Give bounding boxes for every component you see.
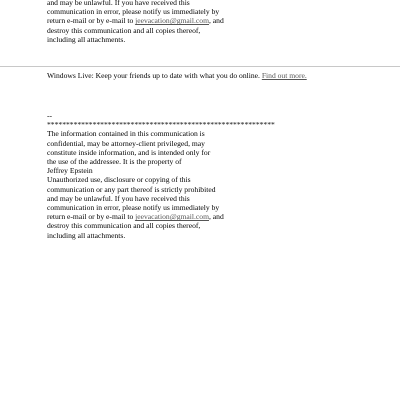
windows-live-promo — [47, 71, 307, 80]
disclaimer-line: return e-mail or by e-mail to — [47, 212, 136, 222]
disclaimer-line: communication in error, please notify us immediately by — [47, 7, 220, 17]
disclaimer-line: the use of the addressee. It is the property of — [47, 157, 182, 167]
signature-disclaimer — [47, 111, 275, 240]
signature-stars: ************************************************************ — [47, 120, 275, 130]
disclaimer-line: communication or any part thereof is strictly prohibited — [47, 184, 216, 194]
disclaimer-line: and may be unlawful. If you have received this — [47, 0, 190, 7]
promo-text: Windows Live: Keep your friends up to date with what you do online. — [47, 71, 262, 80]
email-link[interactable]: jeevacation@gmail.com — [135, 212, 209, 222]
disclaimer-line: destroy this communication and all copies thereof, — [47, 25, 201, 35]
disclaimer-line: including all attachments. — [47, 34, 126, 44]
disclaimer-line: , and — [208, 16, 224, 26]
disclaimer-line: confidential, may be attorney-client privileged, may — [47, 138, 205, 148]
disclaimer-line: Unauthorized use, disclosure or copying of this — [47, 175, 191, 185]
disclaimer-line: Jeffrey Epstein — [47, 166, 93, 176]
disclaimer-line: and may be unlawful. If you have received this — [47, 193, 190, 203]
signature-dashes: -- — [47, 111, 53, 120]
disclaimer-line: , and — [208, 212, 224, 222]
disclaimer-line: The information contained in this communication is — [47, 129, 205, 139]
disclaimer-fragment-top — [47, 0, 224, 44]
email-link[interactable]: jeevacation@gmail.com — [135, 16, 209, 26]
horizontal-divider — [0, 66, 400, 67]
disclaimer-line: communication in error, please notify us immediately by — [47, 203, 220, 213]
disclaimer-line: return e-mail or by e-mail to — [47, 16, 136, 26]
disclaimer-line: constitute inside information, and is intended only for — [47, 147, 211, 157]
find-out-more-link[interactable]: Find out more. — [261, 71, 307, 80]
disclaimer-line: destroy this communication and all copies thereof, — [47, 221, 201, 231]
disclaimer-line: including all attachments. — [47, 230, 126, 240]
